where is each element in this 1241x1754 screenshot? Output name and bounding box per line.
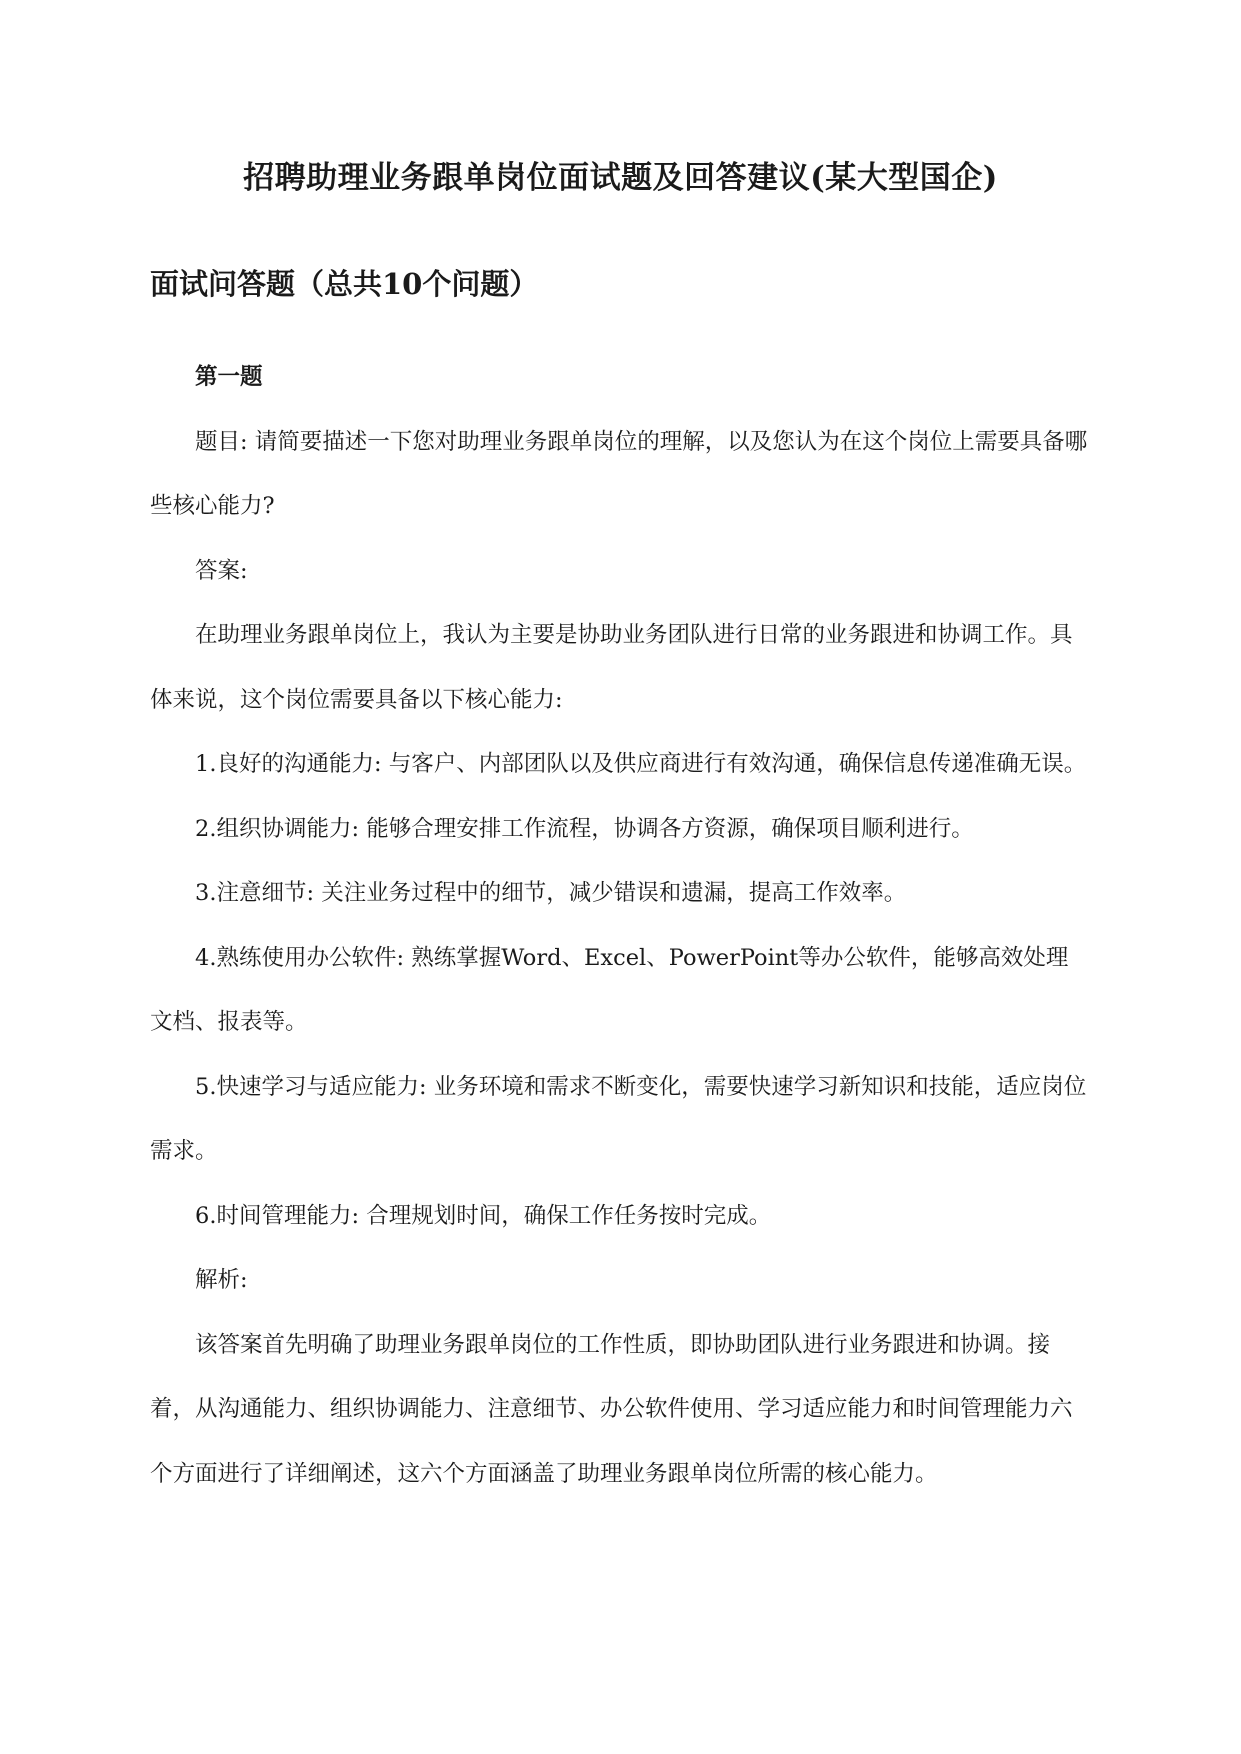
answer-point: 1.良好的沟通能力: 与客户、内部团队以及供应商进行有效沟通，确保信息传递准确无误。 xyxy=(195,751,1087,777)
section-heading: 面试问答题（总共10个问题） xyxy=(150,267,539,301)
question-heading: 第一题 xyxy=(195,364,263,390)
answer-point: 5.快速学习与适应能力: 业务环境和需求不断变化，需要快速学习新知识和技能，适应岗位需求。 xyxy=(150,1073,1087,1164)
answer-point: 3.注意细节: 关注业务过程中的细节，减少错误和遗漏，提高工作效率。 xyxy=(195,880,907,906)
answer-intro: 在助理业务跟单岗位上，我认为主要是协助业务团队进行日常的业务跟进和协调工作。具体来说，这个岗位需要具备以下核心能力: xyxy=(150,622,1073,713)
answer-point: 4.熟练使用办公软件: 熟练掌握Word、Excel、PowerPoint等办公软件，能够高效处理文档、报表等。 xyxy=(150,944,1069,1035)
question-text: 题目: 请简要描述一下您对助理业务跟单岗位的理解，以及您认为在这个岗位上需要具备哪些核心能力? xyxy=(150,428,1088,519)
document-title: 招聘助理业务跟单岗位面试题及回答建议(某大型国企) xyxy=(243,160,998,196)
answer-label: 答案: xyxy=(195,557,248,584)
answer-point: 6.时间管理能力: 合理规划时间，确保工作任务按时完成。 xyxy=(195,1202,772,1229)
analysis-label: 解析: xyxy=(195,1267,248,1293)
question-block xyxy=(150,345,1090,1506)
answer-point: 2.组织协调能力: 能够合理安排工作流程，协调各方资源，确保项目顺利进行。 xyxy=(195,815,974,842)
analysis-text: 该答案首先明确了助理业务跟单岗位的工作性质，即协助团队进行业务跟进和协调。接着，从沟通能力、组织协调能力、注意细节、办公软件使用、学习适应能力和时间管理能力六个方面进行了详细阐述，这六个方面涵盖了助理业务跟单岗位所需的核心能力。 xyxy=(150,1331,1073,1487)
